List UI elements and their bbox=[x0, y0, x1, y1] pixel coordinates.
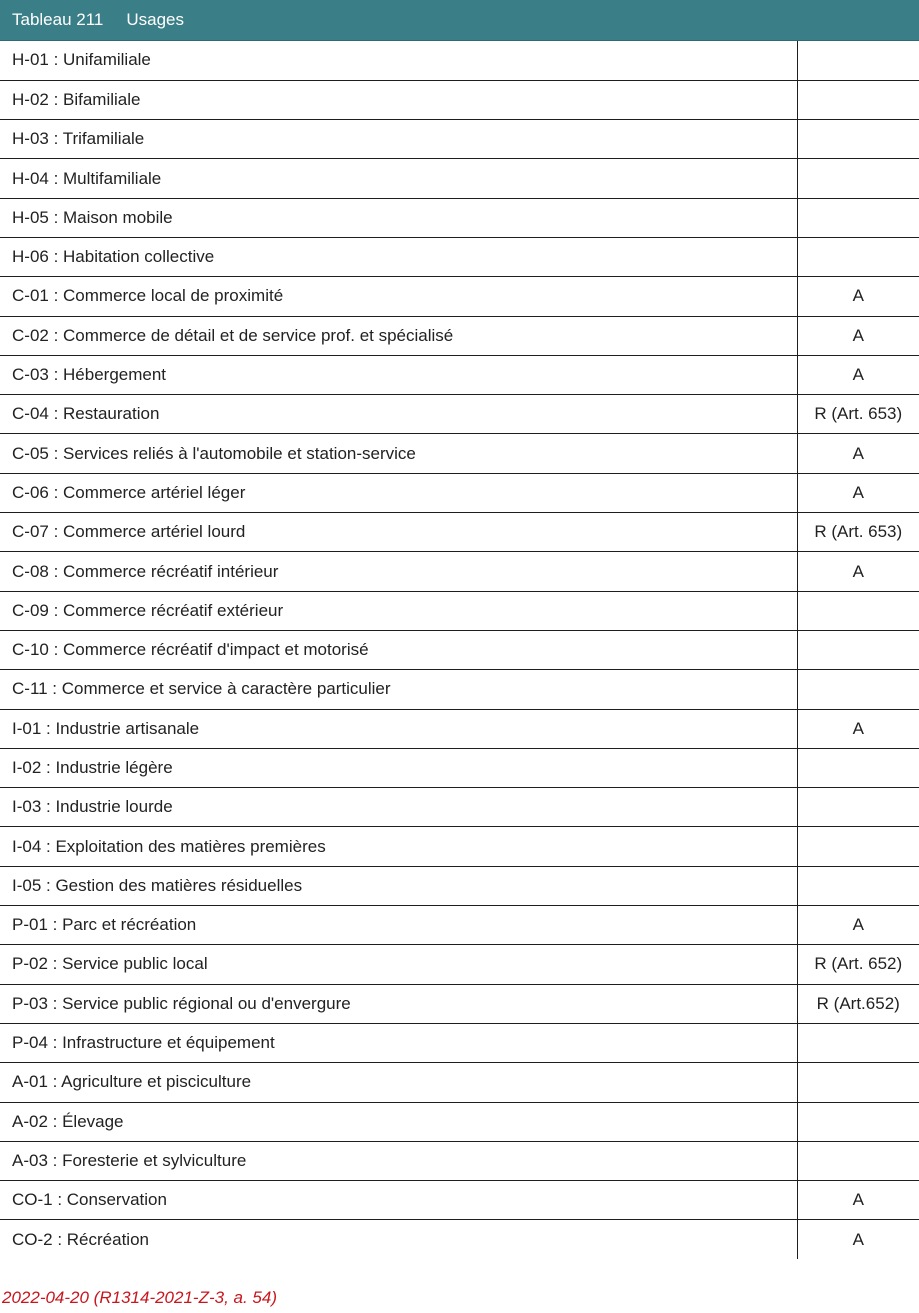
usage-permission: A bbox=[797, 552, 919, 591]
usage-label: C-05 : Services reliés à l'automobile et station-service bbox=[0, 434, 797, 473]
usage-permission bbox=[797, 41, 919, 80]
usage-label: H-01 : Unifamiliale bbox=[0, 41, 797, 80]
usage-permission bbox=[797, 1023, 919, 1062]
usage-permission: A bbox=[797, 709, 919, 748]
usage-permission: A bbox=[797, 355, 919, 394]
usage-permission: A bbox=[797, 1220, 919, 1259]
table-row bbox=[0, 709, 919, 748]
usage-permission bbox=[797, 670, 919, 709]
usage-permission: A bbox=[797, 434, 919, 473]
table-row bbox=[0, 159, 919, 198]
table-row bbox=[0, 513, 919, 552]
table-row bbox=[0, 1141, 919, 1180]
usage-label: H-04 : Multifamiliale bbox=[0, 159, 797, 198]
usage-permission bbox=[797, 80, 919, 119]
usage-permission: A bbox=[797, 906, 919, 945]
usage-permission bbox=[797, 159, 919, 198]
usage-label: C-11 : Commerce et service à caractère particulier bbox=[0, 670, 797, 709]
amendment-footnote: 2022-04-20 (R1314-2021-Z-3, a. 54) bbox=[2, 1288, 277, 1307]
usage-label: P-01 : Parc et récréation bbox=[0, 906, 797, 945]
usage-label: A-02 : Élevage bbox=[0, 1102, 797, 1141]
usage-label: I-01 : Industrie artisanale bbox=[0, 709, 797, 748]
table-row bbox=[0, 827, 919, 866]
table-number: Tableau 211 bbox=[12, 10, 104, 29]
table-row bbox=[0, 1023, 919, 1062]
usage-label: I-03 : Industrie lourde bbox=[0, 788, 797, 827]
table-row bbox=[0, 120, 919, 159]
table-row bbox=[0, 316, 919, 355]
table-title: Usages bbox=[126, 10, 185, 29]
table-row bbox=[0, 630, 919, 669]
usage-permission: A bbox=[797, 1181, 919, 1220]
table-row bbox=[0, 984, 919, 1023]
table-row bbox=[0, 748, 919, 787]
usage-label: C-06 : Commerce artériel léger bbox=[0, 473, 797, 512]
table-header bbox=[0, 0, 919, 41]
usage-permission: R (Art. 652) bbox=[797, 945, 919, 984]
table-row bbox=[0, 237, 919, 276]
usage-label: H-05 : Maison mobile bbox=[0, 198, 797, 237]
usage-permission: R (Art. 653) bbox=[797, 513, 919, 552]
usage-permission: A bbox=[797, 277, 919, 316]
usage-label: A-03 : Foresterie et sylviculture bbox=[0, 1141, 797, 1180]
table-row bbox=[0, 80, 919, 119]
table-row bbox=[0, 670, 919, 709]
usage-permission bbox=[797, 120, 919, 159]
usage-label: C-02 : Commerce de détail et de service prof. et spécialisé bbox=[0, 316, 797, 355]
table-row bbox=[0, 1181, 919, 1220]
usage-permission bbox=[797, 198, 919, 237]
table-row bbox=[0, 591, 919, 630]
usage-label: C-04 : Restauration bbox=[0, 395, 797, 434]
table-row bbox=[0, 866, 919, 905]
usage-label: C-09 : Commerce récréatif extérieur bbox=[0, 591, 797, 630]
usage-permission: A bbox=[797, 316, 919, 355]
usage-permission bbox=[797, 630, 919, 669]
usage-label: C-07 : Commerce artériel lourd bbox=[0, 513, 797, 552]
usage-label: I-04 : Exploitation des matières premières bbox=[0, 827, 797, 866]
table-row bbox=[0, 1063, 919, 1102]
table-row bbox=[0, 945, 919, 984]
usage-permission bbox=[797, 748, 919, 787]
usage-permission bbox=[797, 827, 919, 866]
usage-label: P-03 : Service public régional ou d'envergure bbox=[0, 984, 797, 1023]
usage-permission bbox=[797, 1141, 919, 1180]
usage-permission: R (Art. 653) bbox=[797, 395, 919, 434]
table-row bbox=[0, 198, 919, 237]
usage-label: H-02 : Bifamiliale bbox=[0, 80, 797, 119]
usage-label: CO-2 : Récréation bbox=[12, 1229, 149, 1249]
usage-label: P-04 : Infrastructure et équipement bbox=[0, 1023, 797, 1062]
usage-label: H-06 : Habitation collective bbox=[0, 237, 797, 276]
usages-table bbox=[0, 41, 919, 1259]
usage-permission bbox=[797, 591, 919, 630]
usage-permission bbox=[797, 1102, 919, 1141]
table-row bbox=[0, 788, 919, 827]
usage-permission bbox=[797, 788, 919, 827]
table-row bbox=[0, 277, 919, 316]
table-row bbox=[0, 395, 919, 434]
usage-label: P-02 : Service public local bbox=[0, 945, 797, 984]
usage-label: A-01 : Agriculture et pisciculture bbox=[0, 1063, 797, 1102]
usage-label: CO-1 : Conservation bbox=[0, 1181, 797, 1220]
usage-permission bbox=[797, 237, 919, 276]
table-row bbox=[0, 906, 919, 945]
usage-permission bbox=[797, 1063, 919, 1102]
table-row bbox=[0, 355, 919, 394]
table-row bbox=[0, 41, 919, 80]
table-row bbox=[0, 434, 919, 473]
usage-label: C-01 : Commerce local de proximité bbox=[0, 277, 797, 316]
table-row bbox=[0, 552, 919, 591]
usage-permission: A bbox=[797, 473, 919, 512]
usage-label: I-05 : Gestion des matières résiduelles bbox=[0, 866, 797, 905]
table-row bbox=[0, 473, 919, 512]
usage-label: C-03 : Hébergement bbox=[0, 355, 797, 394]
usage-label: C-08 : Commerce récréatif intérieur bbox=[0, 552, 797, 591]
usage-label: C-10 : Commerce récréatif d'impact et motorisé bbox=[0, 630, 797, 669]
usage-label: I-02 : Industrie légère bbox=[0, 748, 797, 787]
usage-label: H-03 : Trifamiliale bbox=[0, 120, 797, 159]
table-row bbox=[0, 1102, 919, 1141]
usage-permission bbox=[797, 866, 919, 905]
usage-permission: R (Art.652) bbox=[797, 984, 919, 1023]
table-row bbox=[0, 1220, 919, 1259]
